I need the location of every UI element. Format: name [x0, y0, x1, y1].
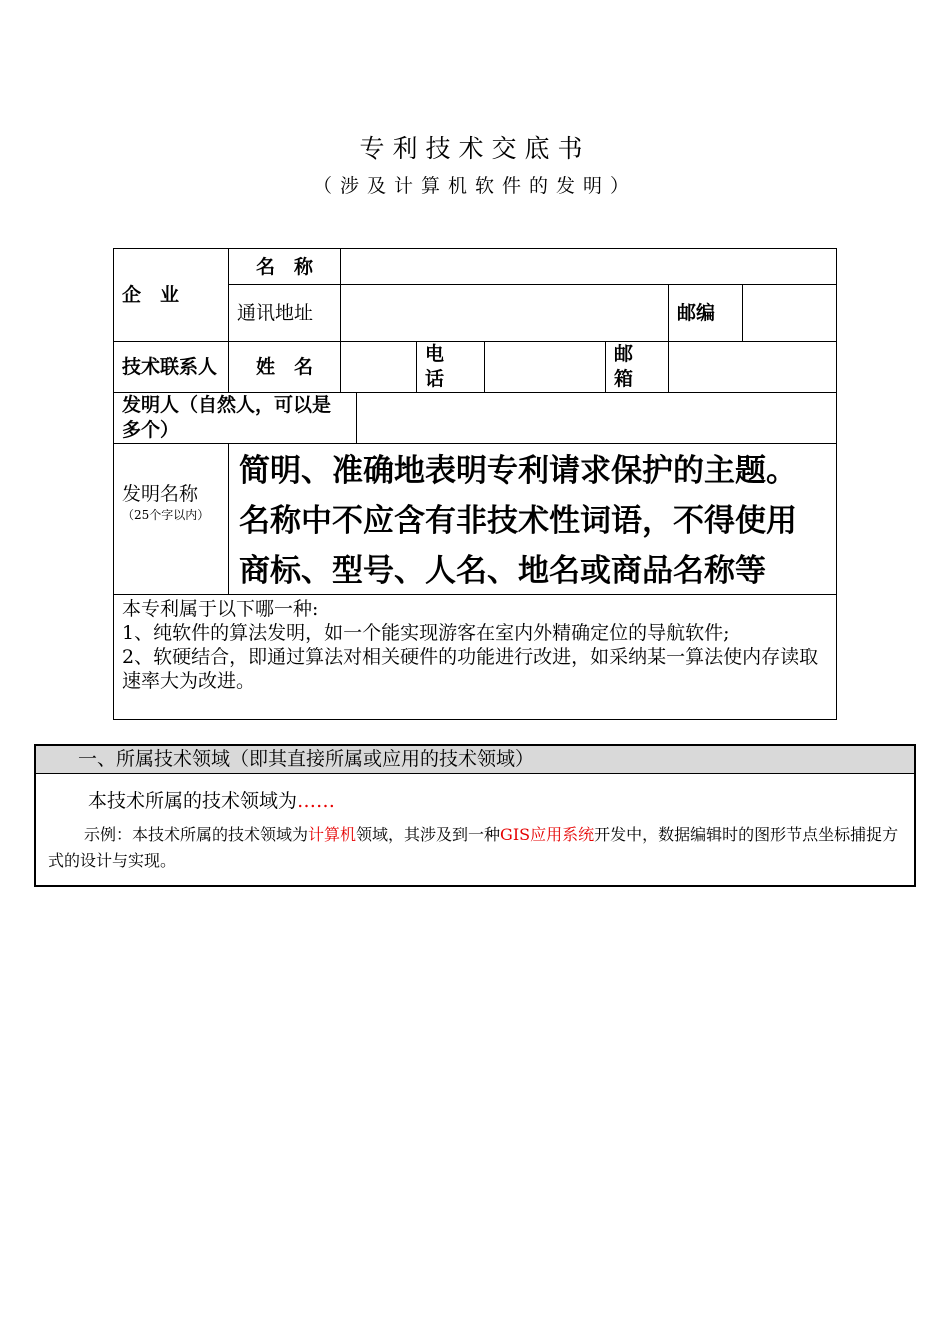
inventor-label: 发明人（自然人，可以是多个） [113, 392, 357, 444]
invention-name-label-cell [113, 443, 229, 595]
inventor-field[interactable] [356, 392, 837, 444]
enterprise-label: 企 业 [113, 248, 229, 342]
contact-label: 技术联系人 [113, 341, 229, 393]
patent-type-option-1: 1、纯软件的算法发明，如一个能实现游客在室内外精确定位的导航软件; [122, 622, 730, 644]
invention-name-field[interactable]: 简明、准确地表明专利请求保护的主题。名称中不应含有非技术性词语，不得使用商标、型号、人名、地名或商品名称等 [228, 443, 837, 595]
section-header: 一、所属技术领域（即其直接所属或应用的技术领域） [36, 746, 914, 774]
address-field[interactable] [340, 284, 669, 342]
document-title: 专利技术交底书 [359, 134, 591, 163]
phone-field[interactable] [484, 341, 606, 393]
patent-type-option-2: 2、软硬结合，即通过算法对相关硬件的功能进行改进，如采纳某一算法使内存读取速率大为改进。 [122, 646, 819, 692]
company-name-field[interactable] [340, 248, 837, 285]
invention-name-label: 发明名称 [122, 483, 199, 505]
address-label: 通讯地址 [228, 284, 341, 342]
patent-type-cell [113, 594, 837, 720]
document-subtitle: （涉及计算机软件的发明） [312, 175, 637, 197]
example-highlight-computer: 计算机 [308, 825, 357, 844]
email-label: 邮箱 [605, 341, 669, 393]
postcode-label: 邮编 [668, 284, 743, 342]
patent-type-question: 本专利属于以下哪一种: [122, 598, 319, 620]
contact-name-field[interactable] [340, 341, 417, 393]
company-name-label: 名 称 [228, 248, 341, 285]
technical-field-section [34, 744, 916, 887]
email-field[interactable] [668, 341, 837, 393]
contact-name-label: 姓 名 [228, 341, 341, 393]
example-highlight-gis: GIS应用系统 [500, 825, 595, 844]
prompt-ellipsis: …… [297, 790, 336, 812]
phone-label: 电话 [416, 341, 485, 393]
technical-field-prompt[interactable]: 本技术所属的技术领域为…… [88, 790, 336, 812]
technical-field-example: 示例：本技术所属的技术领域为计算机领域，其涉及到一种GIS应用系统开发中，数据编辑时的图形节点坐标捕捉方式的设计与实现。 [48, 825, 899, 870]
invention-name-note: （25个字以内） [122, 508, 210, 522]
postcode-field[interactable] [742, 284, 837, 342]
